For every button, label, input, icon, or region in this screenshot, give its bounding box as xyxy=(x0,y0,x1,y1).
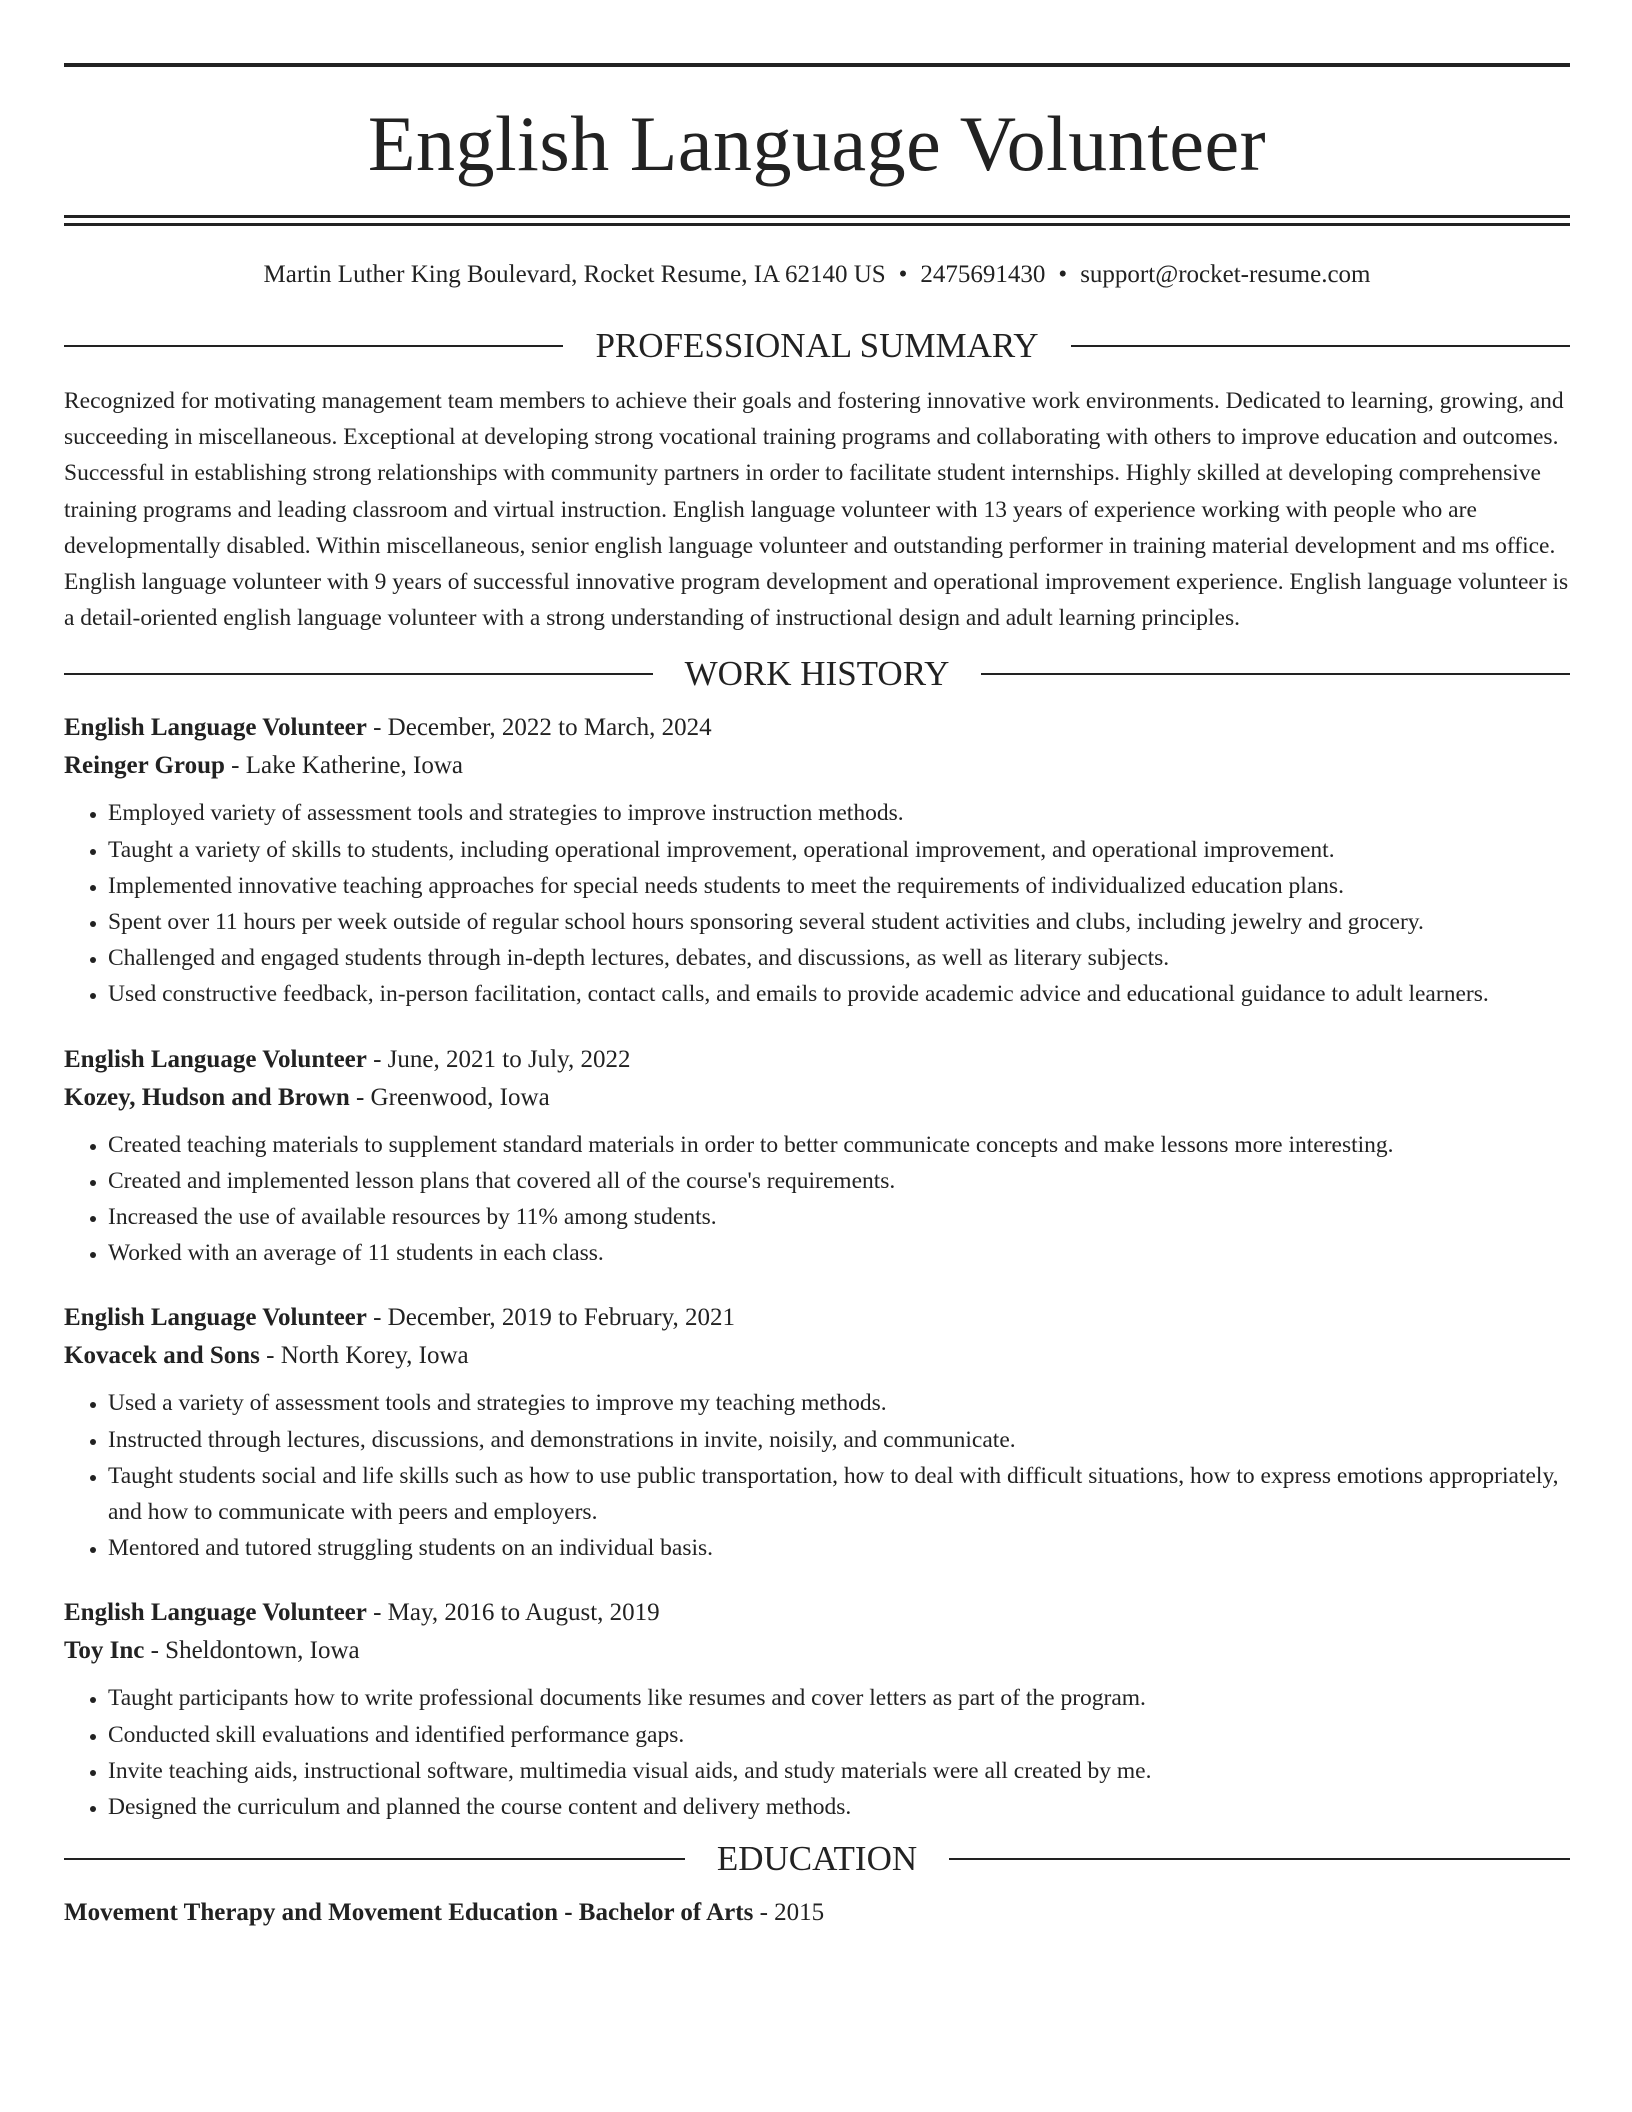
job-entry xyxy=(64,1303,1570,1566)
job-bullet: • Mentored and tutored struggling students on an individual basis. xyxy=(108,1530,1570,1566)
job-bullet: • Designed the curriculum and planned the course content and delivery methods. xyxy=(108,1789,1570,1825)
summary-section-title: PROFESSIONAL SUMMARY xyxy=(595,326,1039,365)
job-title: English Language Volunteer xyxy=(64,714,367,742)
job-dates: - May, 2016 to August, 2019 xyxy=(366,1599,660,1627)
heading-rule-right xyxy=(1071,345,1570,347)
job-bullet: • Challenged and engaged students through in-depth lectures, debates, and discussions, as well as literary subjects. xyxy=(108,940,1570,976)
contact-separator: • xyxy=(898,261,908,288)
summary-section-heading xyxy=(64,328,1570,363)
education-year: - 2015 xyxy=(753,1899,825,1927)
header-double-rule xyxy=(64,215,1570,226)
job-bullet: • Used a variety of assessment tools and strategies to improve my teaching methods. xyxy=(108,1385,1570,1421)
job-dates: - December, 2019 to February, 2021 xyxy=(366,1304,735,1332)
job-bullet: • Created and implemented lesson plans that covered all of the course's requirements. xyxy=(108,1163,1570,1199)
heading-rule-right xyxy=(981,673,1570,675)
contact-separator: • xyxy=(1058,261,1068,288)
job-company: Reinger Group xyxy=(64,752,225,780)
heading-rule-right xyxy=(949,1858,1570,1860)
job-title: English Language Volunteer xyxy=(64,1304,367,1332)
work-section-title: WORK HISTORY xyxy=(684,654,950,694)
job-bullet-list xyxy=(64,1385,1570,1566)
job-title-line xyxy=(64,1598,1570,1628)
top-rule xyxy=(64,63,1570,67)
job-bullet: • Used constructive feedback, in-person facilitation, contact calls, and emails to provide academic advice and educational guidance to adult learners. xyxy=(108,976,1570,1012)
job-company: Toy Inc xyxy=(64,1637,145,1665)
job-bullet-list xyxy=(64,1127,1570,1272)
job-dates: - June, 2021 to July, 2022 xyxy=(366,1045,631,1073)
education-entry xyxy=(64,1898,1570,1928)
job-location: - North Korey, Iowa xyxy=(259,1342,469,1370)
job-title-line xyxy=(64,713,1570,743)
job-bullet: • Taught students social and life skills such as how to use public transportation, how to deal with difficult situations, how to express emotions appropriately, and how to communicate with peers and employers. xyxy=(108,1458,1570,1530)
job-bullet: • Implemented innovative teaching approaches for special needs students to meet the requirements of individualized education plans. xyxy=(108,868,1570,904)
resume-name: English Language Volunteer xyxy=(367,100,1267,187)
job-dates: - December, 2022 to March, 2024 xyxy=(366,714,712,742)
job-company-line xyxy=(64,1083,1570,1113)
job-bullet: • Created teaching materials to supplement standard materials in order to better communicate concepts and make lessons more interesting. xyxy=(108,1127,1570,1163)
job-location: - Sheldontown, Iowa xyxy=(144,1637,360,1665)
education-section-heading xyxy=(64,1839,1570,1879)
job-entry xyxy=(64,1045,1570,1272)
job-location: - Lake Katherine, Iowa xyxy=(224,752,463,780)
education-degree: Movement Therapy and Movement Education - Bachelor of Arts xyxy=(64,1899,754,1927)
job-company: Kozey, Hudson and Brown xyxy=(64,1083,350,1111)
resume-page xyxy=(64,0,1570,1928)
job-company-line xyxy=(64,1341,1570,1371)
job-bullet: • Conducted skill evaluations and identified performance gaps. xyxy=(108,1717,1570,1753)
job-bullet-list xyxy=(64,1680,1570,1825)
job-entry xyxy=(64,713,1570,1012)
job-location: - Greenwood, Iowa xyxy=(349,1083,550,1111)
job-title-line xyxy=(64,1045,1570,1075)
job-company-line xyxy=(64,1636,1570,1666)
heading-rule-left xyxy=(64,673,653,675)
heading-rule-left xyxy=(64,1858,685,1860)
contact-line xyxy=(64,260,1570,290)
contact-address: Martin Luther King Boulevard, Rocket Resume, IA 62140 US xyxy=(263,261,886,288)
job-company: Kovacek and Sons xyxy=(64,1342,260,1370)
job-bullet-list xyxy=(64,795,1570,1012)
job-bullet: • Spent over 11 hours per week outside of regular school hours sponsoring several student activities and clubs, including jewelry and grocery. xyxy=(108,904,1570,940)
job-bullet: • Worked with an average of 11 students in each class. xyxy=(108,1235,1570,1271)
job-bullet: • Employed variety of assessment tools and strategies to improve instruction methods. xyxy=(108,795,1570,831)
job-bullet: • Taught participants how to write professional documents like resumes and cover letters as part of the program. xyxy=(108,1680,1570,1716)
job-title: English Language Volunteer xyxy=(64,1045,367,1073)
work-section-heading xyxy=(64,654,1570,694)
heading-rule-left xyxy=(64,345,563,347)
summary-text: Recognized for motivating management team members to achieve their goals and fostering innovative work environments. Dedicated to learning, growing, and succeeding in miscellaneous. Exceptional at developing strong vocational training programs and collaborating with others to improve education and outcomes. Successful in establishing strong relationships with community partners in order to facilitate student internships. Highly skilled at developing comprehensive training programs and leading classroom and virtual instruction. English language volunteer with 13 years of experience working with people who are developmentally disabled. Within miscellaneous, senior english language volunteer and outstanding performer in training material development and ms office. English language volunteer with 9 years of successful innovative program development and operational improvement experience. English language volunteer is a detail-oriented english language volunteer with a strong understanding of instructional design and adult learning principles. xyxy=(64,388,1569,632)
job-bullet: • Invite teaching aids, instructional software, multimedia visual aids, and study materials were all created by me. xyxy=(108,1753,1570,1789)
job-bullet: • Taught a variety of skills to students, including operational improvement, operational improvement, and operational improvement. xyxy=(108,832,1570,868)
job-title-line xyxy=(64,1303,1570,1333)
job-company-line xyxy=(64,751,1570,781)
job-bullet: • Instructed through lectures, discussions, and demonstrations in invite, noisily, and communicate. xyxy=(108,1422,1570,1458)
job-title: English Language Volunteer xyxy=(64,1599,367,1627)
contact-phone: 2475691430 xyxy=(920,261,1046,288)
education-section-title: EDUCATION xyxy=(716,1839,918,1879)
contact-email[interactable]: support@rocket-resume.com xyxy=(1080,261,1371,288)
job-entry xyxy=(64,1598,1570,1825)
job-bullet: • Increased the use of available resources by 11% among students. xyxy=(108,1199,1570,1235)
